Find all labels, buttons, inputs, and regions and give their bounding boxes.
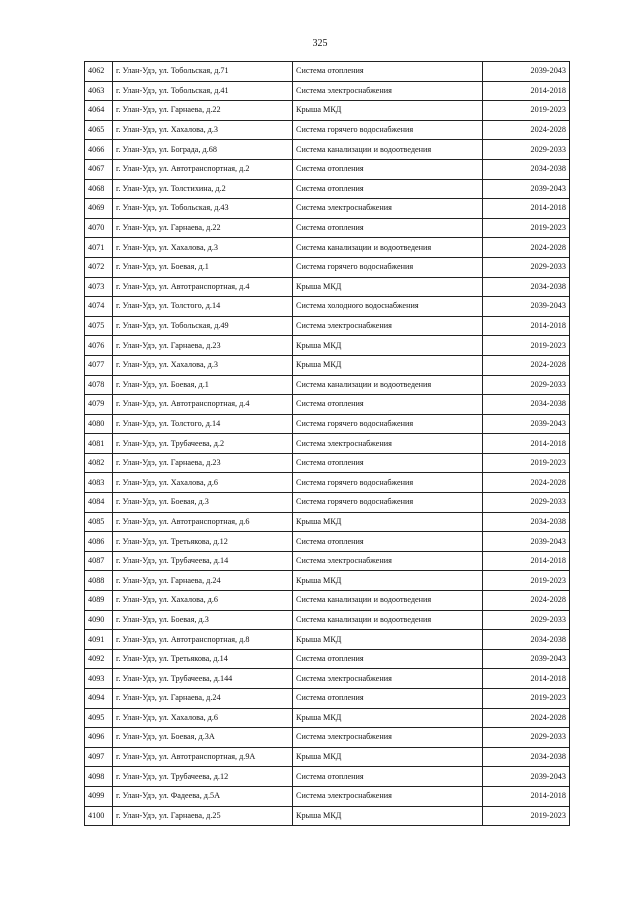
system-cell: Крыша МКД xyxy=(293,708,483,728)
address-cell: г. Улан-Удэ, ул. Автотранспортная, д.9А xyxy=(113,747,293,767)
period-cell: 2024-2028 xyxy=(483,473,570,493)
table-row xyxy=(85,551,570,571)
row-number-cell: 4087 xyxy=(85,551,113,571)
row-number-cell: 4084 xyxy=(85,493,113,513)
table-row xyxy=(85,610,570,630)
row-number-cell: 4069 xyxy=(85,199,113,219)
period-cell: 2014-2018 xyxy=(483,786,570,806)
row-number-cell: 4091 xyxy=(85,630,113,650)
address-cell: г. Улан-Удэ, ул. Фадеева, д.5А xyxy=(113,786,293,806)
page-number: 325 xyxy=(312,38,328,49)
row-number-cell: 4090 xyxy=(85,610,113,630)
row-number-cell: 4081 xyxy=(85,434,113,454)
row-number-cell: 4085 xyxy=(85,512,113,532)
address-cell: г. Улан-Удэ, ул. Гарнаева, д.22 xyxy=(113,101,293,121)
period-cell: 2029-2033 xyxy=(483,140,570,160)
system-cell: Система отопления xyxy=(293,453,483,473)
table-row xyxy=(85,512,570,532)
table-row xyxy=(85,355,570,375)
address-cell: г. Улан-Удэ, ул. Трубачеева, д.12 xyxy=(113,767,293,787)
row-number-cell: 4079 xyxy=(85,395,113,415)
row-number-cell: 4067 xyxy=(85,159,113,179)
address-cell: г. Улан-Удэ, ул. Тобольская, д.43 xyxy=(113,199,293,219)
table-row xyxy=(85,218,570,238)
address-cell: г. Улан-Удэ, ул. Боевая, д.3 xyxy=(113,610,293,630)
period-cell: 2024-2028 xyxy=(483,238,570,258)
system-cell: Система отопления xyxy=(293,649,483,669)
row-number-cell: 4070 xyxy=(85,218,113,238)
period-cell: 2034-2038 xyxy=(483,747,570,767)
address-cell: г. Улан-Удэ, ул. Трубачеева, д.144 xyxy=(113,669,293,689)
table-row xyxy=(85,708,570,728)
system-cell: Система канализации и водоотведения xyxy=(293,140,483,160)
period-cell: 2019-2023 xyxy=(483,689,570,709)
table-row xyxy=(85,277,570,297)
table-row xyxy=(85,689,570,709)
system-cell: Крыша МКД xyxy=(293,101,483,121)
row-number-cell: 4078 xyxy=(85,375,113,395)
period-cell: 2014-2018 xyxy=(483,81,570,101)
period-cell: 2039-2043 xyxy=(483,297,570,317)
system-cell: Крыша МКД xyxy=(293,630,483,650)
table-row xyxy=(85,120,570,140)
table-row xyxy=(85,473,570,493)
system-cell: Крыша МКД xyxy=(293,277,483,297)
system-cell: Система электроснабжения xyxy=(293,551,483,571)
row-number-cell: 4066 xyxy=(85,140,113,160)
system-cell: Крыша МКД xyxy=(293,336,483,356)
table-row xyxy=(85,630,570,650)
period-cell: 2034-2038 xyxy=(483,159,570,179)
system-cell: Система отопления xyxy=(293,62,483,82)
system-cell: Крыша МКД xyxy=(293,571,483,591)
system-cell: Система горячего водоснабжения xyxy=(293,493,483,513)
period-cell: 2019-2023 xyxy=(483,336,570,356)
period-cell: 2029-2033 xyxy=(483,728,570,748)
address-cell: г. Улан-Удэ, ул. Гарнаева, д.23 xyxy=(113,453,293,473)
period-cell: 2029-2033 xyxy=(483,257,570,277)
address-cell: г. Улан-Удэ, ул. Автотранспортная, д.4 xyxy=(113,277,293,297)
period-cell: 2024-2028 xyxy=(483,708,570,728)
system-cell: Система канализации и водоотведения xyxy=(293,591,483,611)
period-cell: 2014-2018 xyxy=(483,199,570,219)
table-row xyxy=(85,62,570,82)
address-cell: г. Улан-Удэ, ул. Боевая, д.3 xyxy=(113,493,293,513)
table-row xyxy=(85,747,570,767)
period-cell: 2024-2028 xyxy=(483,120,570,140)
system-cell: Система отопления xyxy=(293,159,483,179)
row-number-cell: 4094 xyxy=(85,689,113,709)
period-cell: 2014-2018 xyxy=(483,434,570,454)
period-cell: 2014-2018 xyxy=(483,316,570,336)
row-number-cell: 4064 xyxy=(85,101,113,121)
table-row xyxy=(85,434,570,454)
row-number-cell: 4063 xyxy=(85,81,113,101)
system-cell: Система электроснабжения xyxy=(293,434,483,454)
system-cell: Система горячего водоснабжения xyxy=(293,414,483,434)
system-cell: Система горячего водоснабжения xyxy=(293,120,483,140)
period-cell: 2014-2018 xyxy=(483,551,570,571)
period-cell: 2039-2043 xyxy=(483,414,570,434)
row-number-cell: 4072 xyxy=(85,257,113,277)
address-cell: г. Улан-Удэ, ул. Гарнаева, д.24 xyxy=(113,689,293,709)
table-row xyxy=(85,453,570,473)
system-cell: Система электроснабжения xyxy=(293,316,483,336)
period-cell: 2034-2038 xyxy=(483,630,570,650)
system-cell: Система горячего водоснабжения xyxy=(293,257,483,277)
address-cell: г. Улан-Удэ, ул. Автотранспортная, д.4 xyxy=(113,395,293,415)
system-cell: Крыша МКД xyxy=(293,355,483,375)
table-row xyxy=(85,101,570,121)
row-number-cell: 4088 xyxy=(85,571,113,591)
address-cell: г. Улан-Удэ, ул. Толстого, д.14 xyxy=(113,297,293,317)
table-row xyxy=(85,257,570,277)
row-number-cell: 4065 xyxy=(85,120,113,140)
table-row xyxy=(85,767,570,787)
address-cell: г. Улан-Удэ, ул. Хахалова, д.6 xyxy=(113,708,293,728)
address-cell: г. Улан-Удэ, ул. Трубачеева, д.14 xyxy=(113,551,293,571)
table-row xyxy=(85,179,570,199)
table-row xyxy=(85,414,570,434)
system-cell: Система электроснабжения xyxy=(293,199,483,219)
system-cell: Система электроснабжения xyxy=(293,728,483,748)
period-cell: 2029-2033 xyxy=(483,375,570,395)
address-cell: г. Улан-Удэ, ул. Гарнаева, д.25 xyxy=(113,806,293,826)
table-row xyxy=(85,336,570,356)
row-number-cell: 4076 xyxy=(85,336,113,356)
row-number-cell: 4100 xyxy=(85,806,113,826)
table-row xyxy=(85,159,570,179)
address-cell: г. Улан-Удэ, ул. Толстихина, д.2 xyxy=(113,179,293,199)
table-row xyxy=(85,375,570,395)
system-cell: Система отопления xyxy=(293,395,483,415)
period-cell: 2039-2043 xyxy=(483,532,570,552)
table-row xyxy=(85,81,570,101)
address-cell: г. Улан-Удэ, ул. Третьякова, д.12 xyxy=(113,532,293,552)
table-row xyxy=(85,649,570,669)
table-row xyxy=(85,493,570,513)
row-number-cell: 4095 xyxy=(85,708,113,728)
address-cell: г. Улан-Удэ, ул. Гарнаева, д.24 xyxy=(113,571,293,591)
system-cell: Система отопления xyxy=(293,218,483,238)
row-number-cell: 4096 xyxy=(85,728,113,748)
address-cell: г. Улан-Удэ, ул. Хахалова, д.3 xyxy=(113,238,293,258)
address-cell: г. Улан-Удэ, ул. Автотранспортная, д.6 xyxy=(113,512,293,532)
row-number-cell: 4062 xyxy=(85,62,113,82)
system-cell: Система канализации и водоотведения xyxy=(293,375,483,395)
address-cell: г. Улан-Удэ, ул. Хахалова, д.3 xyxy=(113,120,293,140)
row-number-cell: 4071 xyxy=(85,238,113,258)
address-cell: г. Улан-Удэ, ул. Хахалова, д.6 xyxy=(113,473,293,493)
address-cell: г. Улан-Удэ, ул. Автотранспортная, д.2 xyxy=(113,159,293,179)
table-row xyxy=(85,532,570,552)
period-cell: 2039-2043 xyxy=(483,179,570,199)
period-cell: 2019-2023 xyxy=(483,218,570,238)
period-cell: 2014-2018 xyxy=(483,669,570,689)
period-cell: 2029-2033 xyxy=(483,493,570,513)
system-cell: Система электроснабжения xyxy=(293,81,483,101)
row-number-cell: 4075 xyxy=(85,316,113,336)
table-row xyxy=(85,806,570,826)
system-cell: Система электроснабжения xyxy=(293,669,483,689)
address-cell: г. Улан-Удэ, ул. Толстого, д.14 xyxy=(113,414,293,434)
period-cell: 2029-2033 xyxy=(483,610,570,630)
period-cell: 2034-2038 xyxy=(483,395,570,415)
row-number-cell: 4082 xyxy=(85,453,113,473)
address-cell: г. Улан-Удэ, ул. Третьякова, д.14 xyxy=(113,649,293,669)
row-number-cell: 4086 xyxy=(85,532,113,552)
system-cell: Система отопления xyxy=(293,689,483,709)
table-row xyxy=(85,238,570,258)
system-cell: Система горячего водоснабжения xyxy=(293,473,483,493)
period-cell: 2039-2043 xyxy=(483,62,570,82)
table-row xyxy=(85,728,570,748)
address-cell: г. Улан-Удэ, ул. Боевая, д.1 xyxy=(113,375,293,395)
address-cell: г. Улан-Удэ, ул. Автотранспортная, д.8 xyxy=(113,630,293,650)
table-row xyxy=(85,669,570,689)
period-cell: 2039-2043 xyxy=(483,649,570,669)
address-cell: г. Улан-Удэ, ул. Бограда, д.68 xyxy=(113,140,293,160)
system-cell: Система отопления xyxy=(293,179,483,199)
system-cell: Крыша МКД xyxy=(293,512,483,532)
address-cell: г. Улан-Удэ, ул. Тобольская, д.49 xyxy=(113,316,293,336)
period-cell: 2019-2023 xyxy=(483,453,570,473)
system-cell: Система канализации и водоотведения xyxy=(293,238,483,258)
table-row xyxy=(85,140,570,160)
row-number-cell: 4099 xyxy=(85,786,113,806)
system-cell: Система отопления xyxy=(293,532,483,552)
period-cell: 2024-2028 xyxy=(483,591,570,611)
address-cell: г. Улан-Удэ, ул. Тобольская, д.71 xyxy=(113,62,293,82)
period-cell: 2019-2023 xyxy=(483,806,570,826)
row-number-cell: 4098 xyxy=(85,767,113,787)
row-number-cell: 4077 xyxy=(85,355,113,375)
address-cell: г. Улан-Удэ, ул. Боевая, д.1 xyxy=(113,257,293,277)
address-cell: г. Улан-Удэ, ул. Хахалова, д.6 xyxy=(113,591,293,611)
period-cell: 2034-2038 xyxy=(483,512,570,532)
address-cell: г. Улан-Удэ, ул. Гарнаева, д.22 xyxy=(113,218,293,238)
row-number-cell: 4093 xyxy=(85,669,113,689)
row-number-cell: 4083 xyxy=(85,473,113,493)
table-row xyxy=(85,199,570,219)
period-cell: 2019-2023 xyxy=(483,571,570,591)
table-row xyxy=(85,591,570,611)
system-cell: Система холодного водоснабжения xyxy=(293,297,483,317)
address-cell: г. Улан-Удэ, ул. Трубачеева, д.2 xyxy=(113,434,293,454)
table-row xyxy=(85,571,570,591)
row-number-cell: 4074 xyxy=(85,297,113,317)
row-number-cell: 4080 xyxy=(85,414,113,434)
address-cell: г. Улан-Удэ, ул. Гарнаева, д.23 xyxy=(113,336,293,356)
row-number-cell: 4089 xyxy=(85,591,113,611)
row-number-cell: 4097 xyxy=(85,747,113,767)
table-row xyxy=(85,297,570,317)
table-row xyxy=(85,395,570,415)
system-cell: Система канализации и водоотведения xyxy=(293,610,483,630)
period-cell: 2019-2023 xyxy=(483,101,570,121)
repair-schedule-table xyxy=(84,61,570,826)
system-cell: Крыша МКД xyxy=(293,747,483,767)
system-cell: Система электроснабжения xyxy=(293,786,483,806)
period-cell: 2024-2028 xyxy=(483,355,570,375)
row-number-cell: 4068 xyxy=(85,179,113,199)
period-cell: 2034-2038 xyxy=(483,277,570,297)
system-cell: Система отопления xyxy=(293,767,483,787)
period-cell: 2039-2043 xyxy=(483,767,570,787)
row-number-cell: 4073 xyxy=(85,277,113,297)
table-body xyxy=(85,62,570,826)
table-row xyxy=(85,316,570,336)
address-cell: г. Улан-Удэ, ул. Тобольская, д.41 xyxy=(113,81,293,101)
row-number-cell: 4092 xyxy=(85,649,113,669)
table-row xyxy=(85,786,570,806)
address-cell: г. Улан-Удэ, ул. Боевая, д.3А xyxy=(113,728,293,748)
address-cell: г. Улан-Удэ, ул. Хахалова, д.3 xyxy=(113,355,293,375)
system-cell: Крыша МКД xyxy=(293,806,483,826)
